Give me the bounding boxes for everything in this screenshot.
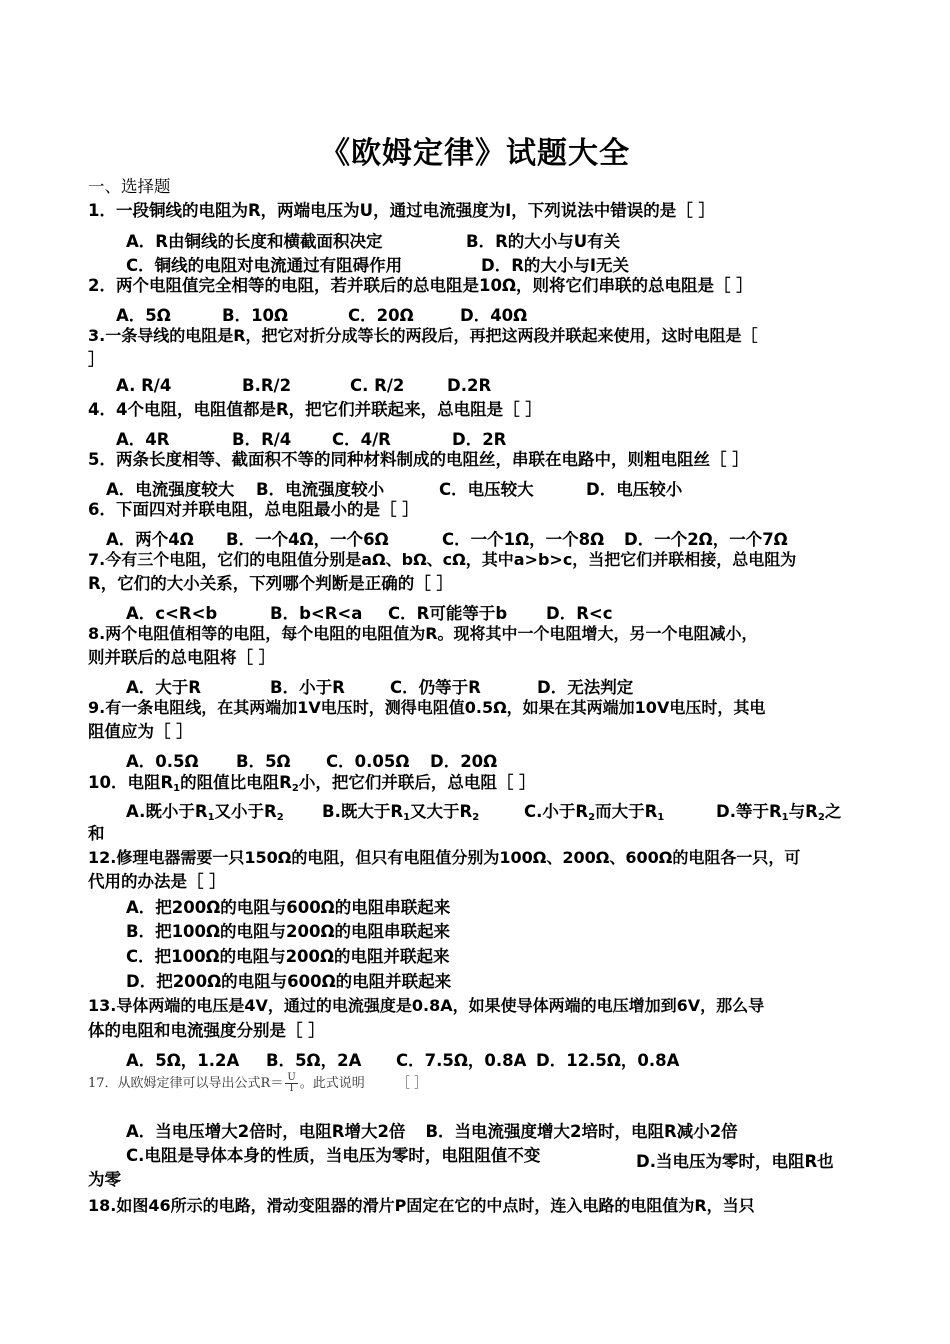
question-8-stem-cont: 则并联后的总电阻将［ ］: [88, 648, 276, 667]
question-13-stem: 13.导体两端的电压是4V，通过的电流强度是0.8A，如果使导体两端的电压增加到6V，那么导: [88, 996, 765, 1015]
question-6-stem: 6．下面四对并联电阻，总电阻最小的是［ ］: [88, 500, 419, 519]
question-10-option-a: A.既小于$R_1$又小于$R_2$: [126, 802, 284, 823]
formula-fraction: $\frac{U}{I}$: [287, 1072, 296, 1094]
question-5-option-c: C．电压较大: [439, 480, 534, 499]
question-17-option-c: C.电阻是导体本身的性质，当电压为零时，电阻阻值不变: [126, 1146, 541, 1165]
question-3-option-d: D.2R: [447, 376, 492, 395]
question-5-stem: 5．两条长度相等、截面积不等的同种材料制成的电阻丝，串联在电路中，则粗电阻丝［ ］: [88, 450, 749, 469]
question-12-option-d: D．把200Ω的电阻与600Ω的电阻并联起来: [126, 972, 452, 991]
question-2-option-a: A．5Ω: [116, 306, 171, 325]
question-5-option-d: D．电压较小: [586, 480, 683, 499]
question-10-option-d-cont: 和: [88, 824, 105, 843]
question-2-stem: 2．两个电阻值完全相等的电阻，若并联后的总电阻是10Ω，则将它们串联的总电阻是［ ］: [88, 276, 753, 295]
question-2-option-c: C．20Ω: [348, 306, 414, 325]
question-17-stem: 17．从欧姆定律可以导出公式R＝ $\frac{U}{I}$ 。此式说明 ［ ］: [88, 1072, 428, 1094]
question-9-option-b: B．5Ω: [236, 752, 291, 771]
question-9-stem-cont: 阻值应为［ ］: [88, 722, 193, 741]
question-7-option-d: D．R<c: [546, 604, 613, 623]
question-17-option-d: D.当电压为零时，电阻R也: [636, 1152, 834, 1171]
question-5-option-a: A．电流强度较大: [106, 480, 235, 499]
question-12-option-a: A．把200Ω的电阻与600Ω的电阻串联起来: [126, 898, 451, 917]
question-6-option-d: D．一个2Ω，一个7Ω: [624, 530, 788, 549]
question-12-stem-cont: 代用的办法是［ ］: [88, 872, 226, 891]
question-9-stem: 9.有一条电阻线，在其两端加1V电压时，测得电阻值0.5Ω，如果在其两端加10V电压时，其电: [88, 698, 766, 717]
question-2-option-b: B．10Ω: [222, 306, 289, 325]
question-13-option-d: D．12.5Ω，0.8A: [536, 1051, 680, 1070]
question-18-stem: 18.如图46所示的电路，滑动变阻器的滑片P固定在它的中点时，连入电路的电阻值为R，当只: [88, 1196, 755, 1215]
question-4-option-c: C．4/R: [332, 430, 391, 449]
page-title: 《欧姆定律》试题大全: [320, 136, 630, 171]
question-10-option-d: D.等于$R_1$与$R_2$之: [716, 802, 842, 823]
question-6-option-c: C．一个1Ω，一个8Ω: [442, 530, 605, 549]
question-1-option-b: B．R的大小与U有关: [466, 232, 621, 251]
question-13-stem-cont: 体的电阻和电流强度分别是［ ］: [88, 1021, 325, 1040]
question-6-option-b: B．一个4Ω，一个6Ω: [226, 530, 389, 549]
question-9-option-d: D．20Ω: [430, 752, 498, 771]
question-7-option-a: A．c<R<b: [126, 604, 218, 623]
question-13-option-b: B．5Ω，2A: [266, 1051, 362, 1070]
question-2-option-d: D．40Ω: [460, 306, 528, 325]
question-7-stem: 7.今有三个电阻，它们的电阻值分别是aΩ、bΩ、cΩ，其中a>b>c，当把它们并联相接，总电阻为: [88, 550, 797, 569]
question-1-option-a: A．R由铜线的长度和横截面积决定: [126, 232, 383, 251]
question-8-option-c: C．仍等于R: [390, 678, 481, 697]
question-10-option-c: C.小于$R_2$而大于$R_1$: [524, 802, 665, 823]
section-heading: 一、选择题: [88, 177, 171, 196]
question-3-option-c: C. R/2: [350, 376, 405, 395]
question-17-option-ab: A．当电压增大2倍时，电阻R增大2倍 B．当电流强度增大2培时，电阻R减小2倍: [126, 1122, 738, 1141]
question-3-stem-cont: ］: [88, 350, 105, 369]
question-3-option-b: B.R/2: [242, 376, 292, 395]
question-5-option-b: B．电流强度较小: [256, 480, 385, 499]
question-7-option-b: B．b<R<a: [270, 604, 363, 623]
question-8-option-a: A．大于R: [126, 678, 201, 697]
question-12-stem: 12.修理电器需要一只150Ω的电阻，但只有电阻值分别为100Ω、200Ω、600Ω的电阻各一只，可: [88, 848, 801, 867]
question-6-option-a: A．两个4Ω: [106, 530, 194, 549]
question-12-option-c: C．把100Ω的电阻与200Ω的电阻并联起来: [126, 947, 450, 966]
question-7-stem-cont: R，它们的大小关系，下列哪个判断是正确的［ ］: [88, 574, 453, 593]
question-17-option-d-cont: 为零: [88, 1170, 121, 1189]
question-1-option-c: C．铜线的电阻对电流通过有阻碍作用: [126, 256, 403, 275]
question-13-option-c: C．7.5Ω，0.8A: [396, 1051, 527, 1070]
question-7-option-c: C．R可能等于b: [388, 604, 508, 623]
question-8-option-b: B．小于R: [270, 678, 345, 697]
question-4-option-d: D．2R: [452, 430, 507, 449]
question-4-option-a: A．4R: [116, 430, 170, 449]
question-10-option-b: B.既大于$R_1$又大于$R_2$: [322, 802, 480, 823]
question-13-option-a: A．5Ω，1.2A: [126, 1051, 240, 1070]
question-9-option-c: C．0.05Ω: [326, 752, 410, 771]
question-8-option-d: D．无法判定: [537, 678, 634, 697]
question-3-stem: 3.一条导线的电阻是R，把它对折分成等长的两段后，再把这两段并联起来使用，这时电阻是［: [88, 326, 758, 345]
question-1-stem: 1．一段铜线的电阻为R，两端电压为U，通过电流强度为I，下列说法中错误的是［ ］: [88, 201, 715, 220]
question-12-option-b: B．把100Ω的电阻与200Ω的电阻串联起来: [126, 922, 451, 941]
question-1-option-d: D．R的大小与I无关: [481, 256, 630, 275]
question-10-stem: 10．电阻$R_1$的阻值比电阻$R_2$小，把它们并联后，总电阻［ ］: [88, 773, 536, 794]
question-3-option-a: A. R/4: [116, 376, 172, 395]
question-4-stem: 4．4个电阻，电阻值都是R，把它们并联起来，总电阻是［ ］: [88, 400, 542, 419]
question-8-stem: 8.两个电阻值相等的电阻，每个电阻的电阻值为R。现将其中一个电阻增大，另一个电阻减小，: [88, 624, 758, 643]
question-4-option-b: B．R/4: [232, 430, 292, 449]
question-9-option-a: A．0.5Ω: [126, 752, 199, 771]
